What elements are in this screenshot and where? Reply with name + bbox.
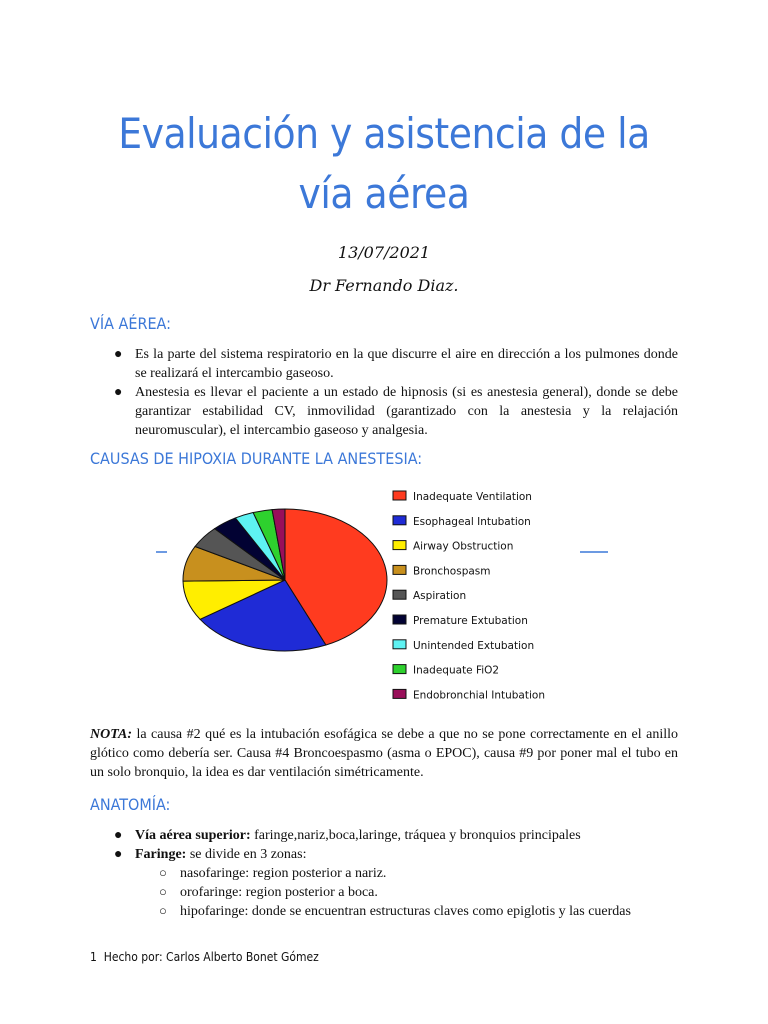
legend-label-5: Aspiration — [413, 590, 467, 603]
circle-bullet-icon: ○ — [159, 884, 167, 899]
pie-slices — [183, 509, 387, 651]
bullet-icon: ● — [114, 847, 123, 862]
legend-label-4: Bronchospasm — [413, 565, 491, 578]
legend-swatch-7 — [393, 640, 406, 649]
anatomy-list — [90, 826, 678, 921]
page-number: 1 — [90, 950, 97, 964]
item-label: Faringe: — [135, 847, 187, 862]
sub-item-text: nasofaringe: region posterior a nariz. — [180, 866, 387, 881]
sub-list-item — [90, 902, 678, 921]
heading-hipoxia: CAUSAS DE HIPOXIA DURANTE LA ANESTESIA: — [90, 449, 423, 468]
legend-swatch-8 — [393, 665, 406, 674]
legend-swatch-3 — [393, 541, 406, 550]
list-item — [90, 826, 678, 845]
sub-list-item — [90, 864, 678, 883]
item-text: se divide en 3 zonas: — [186, 847, 307, 862]
nota-paragraph — [90, 725, 678, 782]
legend-label-2: Esophageal Intubation — [413, 515, 531, 528]
document-author: Dr Fernando Diaz. — [309, 276, 459, 295]
list-item — [90, 845, 678, 864]
legend-swatch-4 — [393, 565, 406, 574]
legend-swatch-2 — [393, 516, 406, 525]
legend-swatch-1 — [393, 491, 406, 500]
heading-via-aerea: VÍA AÉREA: — [90, 314, 171, 333]
legend-label-8: Inadequate FiO2 — [413, 664, 500, 677]
item-label: Vía aérea superior: — [135, 828, 251, 843]
heading-anatomia: ANATOMÍA: — [90, 795, 171, 814]
legend-label-6: Premature Extubation — [413, 615, 528, 627]
circle-bullet-icon: ○ — [159, 865, 167, 880]
sub-list-item — [90, 883, 678, 902]
legend-label-3: Airway Obstruction — [413, 540, 514, 553]
pie-chart-svg — [150, 485, 640, 711]
document-title — [90, 104, 678, 224]
circle-bullet-icon: ○ — [159, 903, 167, 918]
sub-item-text: hipofaringe: donde se encuentran estructuras claves como epiglotis y las cuerdas — [180, 904, 631, 919]
legend-swatch-6 — [393, 615, 406, 624]
hypoxia-causes-pie-chart — [150, 485, 640, 711]
page-footer — [90, 950, 319, 964]
legend-swatch-5 — [393, 590, 406, 599]
item-text: faringe,nariz,boca,laringe, tráquea y bronquios principales — [250, 828, 581, 843]
footer-text: Hecho por: Carlos Alberto Bonet Gómez — [103, 950, 319, 964]
list-item — [90, 383, 678, 440]
legend-label-1: Inadequate Ventilation — [413, 491, 532, 503]
title-line-1: Evaluación y asistencia de la — [118, 109, 650, 158]
legend-swatch-9 — [393, 689, 406, 698]
bullet-text: Es la parte del sistema respiratorio en la que discurre el aire en dirección a los pulmones donde se realizará el intercambio gaseoso. — [135, 347, 678, 381]
airway-bullet-list — [90, 345, 678, 440]
bullet-icon: ● — [114, 347, 123, 362]
document-date: 13/07/2021 — [337, 243, 431, 262]
bullet-icon: ● — [114, 828, 123, 843]
nota-label: NOTA: — [90, 727, 132, 742]
sub-item-text: orofaringe: region posterior a boca. — [180, 885, 378, 900]
nota-text: la causa #2 qué es la intubación esofágica se debe a que no se pone correctamente en el anillo glótico como debería ser. Causa #4 Broncoespasmo (asma o EPOC), causa #9 por poner mal el tubo en un solo bronquio, la idea es dar ventilación simétricamente. — [90, 727, 678, 780]
legend-label-7: Unintended Extubation — [413, 639, 535, 652]
bullet-icon: ● — [114, 385, 123, 400]
bullet-text: Anestesia es llevar el paciente a un estado de hipnosis (si es anestesia general), donde se debe garantizar estabilidad CV, inmovilidad (garantizado con la anestesia y la relajación neuromuscular), el intercambio gaseoso y analgesia. — [135, 385, 678, 438]
legend-label-9: Endobronchial Intubation — [413, 689, 545, 702]
chart-legend — [393, 491, 545, 701]
title-line-2: vía aérea — [298, 169, 470, 218]
list-item — [90, 345, 678, 383]
